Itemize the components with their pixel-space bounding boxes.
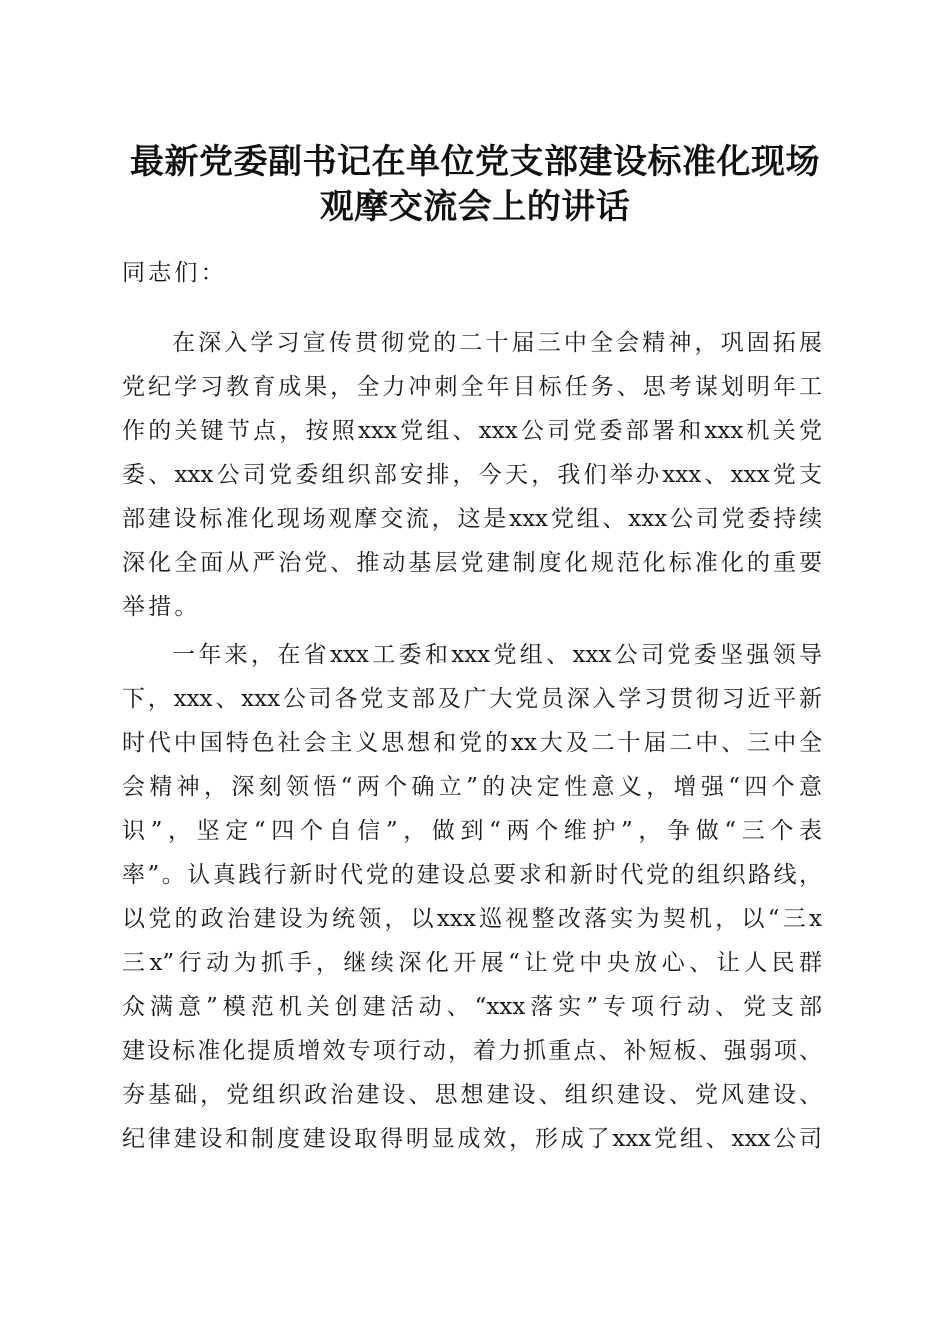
document-title-line-2: 观摩交流会上的讲话	[319, 187, 631, 227]
paragraph-2-line: 夯基础，党组织政治建设、思想建设、组织建设、党风建设、	[122, 1082, 822, 1108]
paragraph-2-line: 率”。认真践行新时代党的建设总要求和新时代党的组织路线，	[122, 862, 822, 888]
paragraph-2-line: 识”，坚定“四个自信”，做到“两个维护”，争做“三个表	[122, 818, 822, 844]
paragraph-2-line: 纪律建设和制度建设取得明显成效，形成了xxx党组、xxx公司	[122, 1126, 822, 1152]
salutation: 同志们：	[122, 260, 227, 286]
paragraph-2-line: 众满意”模范机关创建活动、“xxx落实”专项行动、党支部	[122, 994, 822, 1020]
paragraph-1-line: 作的关键节点，按照xxx党组、xxx公司党委部署和xxx机关党	[122, 418, 822, 444]
paragraph-2-line: 一年来，在省xxx工委和xxx党组、xxx公司党委坚强领导	[172, 642, 822, 668]
paragraph-1-line: 部建设标准化现场观摩交流，这是xxx党组、xxx公司党委持续	[122, 506, 822, 532]
paragraph-1-line: 在深入学习宣传贯彻党的二十届三中全会精神，巩固拓展	[172, 330, 822, 356]
paragraph-2-line: 会精神，深刻领悟“两个确立”的决定性意义，增强“四个意	[122, 774, 822, 800]
paragraph-1-line: 委、xxx公司党委组织部安排，今天，我们举办xxx、xxx党支	[122, 462, 822, 488]
paragraph-2-line: 下，xxx、xxx公司各党支部及广大党员深入学习贯彻习近平新	[122, 686, 822, 712]
document-title-line-1: 最新党委副书记在单位党支部建设标准化现场	[130, 142, 820, 182]
paragraph-1-line: 举措。	[122, 594, 201, 620]
paragraph-2-line: 建设标准化提质增效专项行动，着力抓重点、补短板、强弱项、	[122, 1038, 822, 1064]
paragraph-2-line: 三x”行动为抓手，继续深化开展“让党中央放心、让人民群	[122, 950, 822, 976]
paragraph-2-line: 时代中国特色社会主义思想和党的xx大及二十届二中、三中全	[122, 730, 822, 756]
paragraph-1-line: 党纪学习教育成果，全力冲刺全年目标任务、思考谋划明年工	[122, 374, 822, 400]
paragraph-1-line: 深化全面从严治党、推动基层党建制度化规范化标准化的重要	[122, 550, 822, 576]
paragraph-2-line: 以党的政治建设为统领，以xxx巡视整改落实为契机，以“三x	[122, 906, 822, 932]
